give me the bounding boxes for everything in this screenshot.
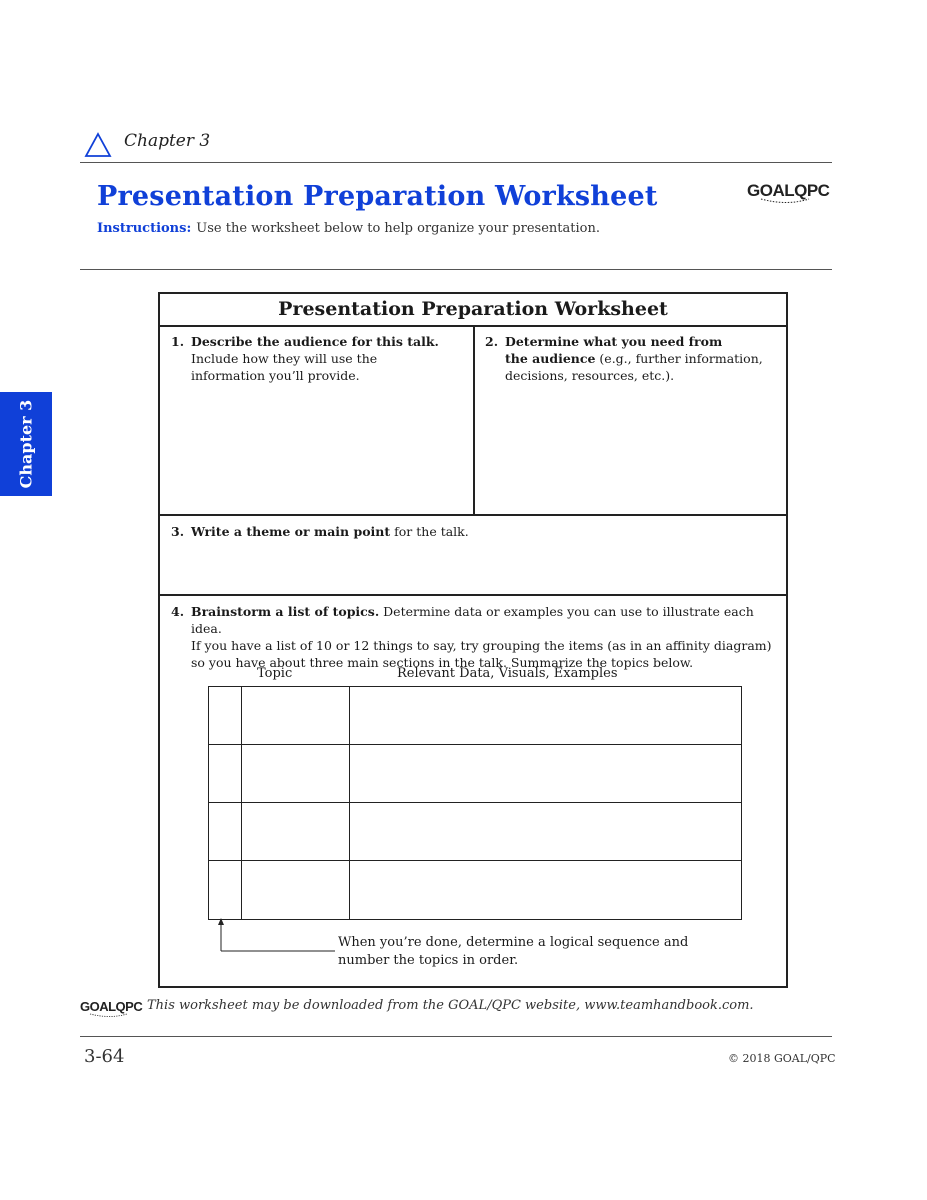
item-4-line — [191, 603, 781, 637]
topics-table — [208, 686, 742, 920]
worksheet-box — [158, 292, 788, 988]
table-row — [209, 803, 741, 861]
instructions-text: Use the worksheet below to help organize your presentation. — [196, 221, 600, 236]
item-1 — [171, 333, 461, 384]
goalqpc-logo-small — [80, 998, 144, 1018]
item-number: 1. — [171, 334, 185, 349]
relevant-data-cell[interactable] — [350, 687, 741, 744]
item-2-text: (e.g., further information, — [595, 351, 763, 366]
item-2-heading-cont: the audience — [505, 351, 596, 366]
worksheet-title: Presentation Preparation Worksheet — [278, 298, 668, 320]
sequence-number-cell[interactable] — [209, 687, 242, 744]
needs-section — [485, 333, 780, 384]
item-number: 3. — [171, 524, 185, 539]
page-number: 3-64 — [84, 1046, 125, 1067]
item-2-heading: Determine what you need from — [505, 334, 723, 349]
sequence-number-cell[interactable] — [209, 861, 242, 919]
item-4 — [171, 603, 781, 671]
column-divider — [473, 325, 475, 515]
svg-text:GOALQPC: GOALQPC — [747, 181, 830, 200]
svg-text:GOALQPC: GOALQPC — [80, 999, 143, 1014]
page-title: Presentation Preparation Worksheet — [97, 181, 658, 212]
audience-section — [171, 333, 461, 384]
section-divider — [160, 594, 786, 596]
topic-cell[interactable] — [242, 745, 350, 802]
instructions — [97, 221, 600, 236]
item-2-line: decisions, resources, etc.). — [505, 368, 675, 383]
item-2-line — [505, 350, 780, 367]
header-rule — [80, 162, 832, 163]
download-note: This worksheet may be downloaded from the GOAL/QPC website, www.teamhandbook.com. — [147, 998, 754, 1013]
column-header-topic: Topic — [257, 666, 293, 681]
relevant-data-cell[interactable] — [350, 861, 741, 919]
sequence-note-line: When you’re done, determine a logical sequence and — [338, 935, 689, 950]
item-3-heading: Write a theme or main point — [191, 524, 391, 539]
item-number: 4. — [171, 604, 185, 619]
chapter-heading: Chapter 3 — [124, 131, 211, 151]
sequence-number-cell[interactable] — [209, 745, 242, 802]
triangle-icon — [84, 132, 112, 158]
section-divider — [160, 514, 786, 516]
item-4-line: so you have about three main sections in the talk. Summarize the topics below. — [191, 655, 694, 670]
table-row — [209, 861, 741, 919]
item-2 — [485, 333, 780, 384]
item-number: 2. — [485, 334, 499, 349]
item-1-heading: Describe the audience for this talk. — [191, 334, 439, 349]
relevant-data-cell[interactable] — [350, 803, 741, 860]
topic-cell[interactable] — [242, 687, 350, 744]
side-tab-label: Chapter 3 — [16, 399, 36, 489]
worksheet-title-bar — [160, 294, 786, 327]
table-row — [209, 687, 741, 745]
instructions-rule — [80, 269, 832, 270]
relevant-data-cell[interactable] — [350, 745, 741, 802]
item-1-line: information you’ll provide. — [191, 368, 360, 383]
item-3-text: for the talk. — [390, 524, 469, 539]
sequence-number-cell[interactable] — [209, 803, 242, 860]
theme-section — [171, 523, 771, 540]
item-4-heading: Brainstorm a list of topics. — [191, 604, 380, 619]
item-4-text: Determine data or examples you can use to illustrate each idea. — [191, 604, 754, 636]
goalqpc-logo — [747, 178, 833, 206]
sequence-note-line: number the topics in order. — [338, 953, 519, 968]
copyright: © 2018 GOAL/QPC — [728, 1052, 836, 1065]
topic-cell[interactable] — [242, 861, 350, 919]
chapter-side-tab — [0, 392, 52, 496]
footer-rule — [80, 1036, 832, 1037]
item-1-line: Include how they will use the — [191, 351, 378, 366]
instructions-label: Instructions: — [97, 221, 192, 236]
up-arrow-icon — [215, 918, 345, 954]
item-3 — [171, 523, 771, 540]
column-header-relevant: Relevant Data, Visuals, Examples — [397, 666, 618, 681]
item-4-line: If you have a list of 10 or 12 things to say, try grouping the items (as in an affinity diagram) — [191, 638, 772, 653]
topics-section — [171, 603, 781, 671]
table-row — [209, 745, 741, 803]
sequence-note — [338, 934, 698, 970]
topic-cell[interactable] — [242, 803, 350, 860]
